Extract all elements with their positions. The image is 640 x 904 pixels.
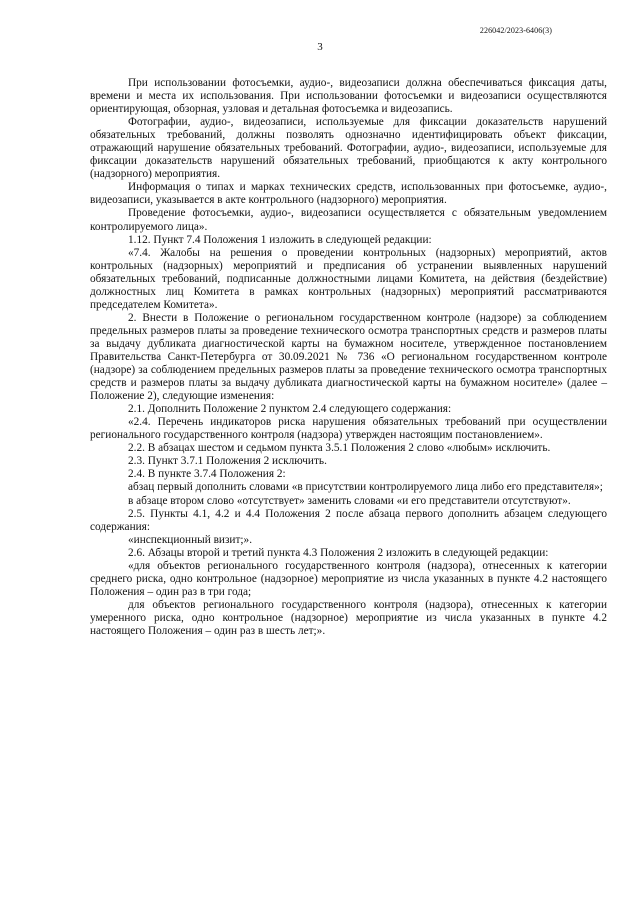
paragraph: «2.4. Перечень индикаторов риска нарушения обязательных требований при осуществлении регионального государственного контроля (надзора) утвержден настоящим постановлением». [90, 416, 607, 442]
paragraph: При использовании фотосъемки, аудио-, видеозаписи должна обеспечиваться фиксация даты, времени и места их использования. При использовании фотосъемки и видеозаписи осуществляются ориентирующая, обзорная, узловая и детальная фотосъемка и видеозапись. [90, 77, 607, 116]
page-number: 3 [317, 41, 323, 53]
paragraph: 2.6. Абзацы второй и третий пункта 4.3 Положения 2 изложить в следующей редакции: [128, 546, 549, 559]
paragraph: 1.12. Пункт 7.4 Положения 1 изложить в следующей редакции: [128, 233, 432, 246]
paragraph: «инспекционный визит;». [128, 533, 253, 546]
paragraph: Фотографии, аудио-, видеозаписи, используемые для фиксации доказательств нарушений обязательных требований, должны позволять однозначно идентифицировать объект фиксации, отражающий нарушение обязательных требований. Фотографии, аудио-, видеозаписи, используемые для фиксации доказательств нарушений обязательных требований, приобщаются к акту контрольного (надзорного) мероприятия. [90, 116, 607, 181]
paragraph: 2. Внести в Положение о региональном государственном контроле (надзоре) за соблюдением предельных размеров платы за проведение технического осмотра транспортных средств и размеров платы за выдачу дубликата диагностической карты на бумажном носителе, утвержденное постановлением Правительства Санкт-Петербурга от 30.09.2021 № 736 «О региональном государственном контроле (надзоре) за соблюдением предельных размеров платы за проведение технического осмотра транспортных средств и размеров платы за выдачу дубликата диагностической карты на бумажном носителе» (далее – Положение 2), следующие изменения: [90, 311, 607, 403]
paragraph: 2.5. Пункты 4.1, 4.2 и 4.4 Положения 2 после абзаца первого дополнить абзацем следующего содержания: [90, 507, 607, 533]
document-body [90, 77, 607, 638]
paragraph: 2.2. В абзацах шестом и седьмом пункта 3.5.1 Положения 2 слово «любым» исключить. [128, 442, 551, 455]
paragraph: «7.4. Жалобы на решения о проведении контрольных (надзорных) мероприятий, актов контрольных (надзорных) мероприятий и предписания об устранении выявленных нарушений обязательных требований, подписанные должностными лицами Комитета, на действия (бездействие) должностных лиц Комитета в рамках контрольных (надзорных) мероприятий рассматриваются председателем Комитета». [90, 246, 607, 311]
paragraph: 2.3. Пункт 3.7.1 Положения 2 исключить. [128, 455, 327, 468]
paragraph: для объектов регионального государственного контроля (надзора), отнесенных к категории умеренного риска, одно контрольное (надзорное) мероприятие из числа указанных в пункте 4.2 настоящего Положения – один раз в шесть лет;». [90, 598, 607, 637]
paragraph: 2.4. В пункте 3.7.4 Положения 2: [128, 468, 286, 481]
paragraph: Информация о типах и марках технических средств, использованных при фотосъемке, аудио-, видеозаписи, указывается в акте контрольного (надзорного) мероприятия. [90, 181, 607, 207]
paragraph: «для объектов регионального государственного контроля (надзора), отнесенных к категории среднего риска, одно контрольное (надзорное) мероприятие из числа указанных в пункте 4.2 настоящего Положения – один раз в три года; [90, 559, 607, 598]
paragraph: Проведение фотосъемки, аудио-, видеозаписи осуществляется с обязательным уведомлением контролируемого лица». [90, 207, 607, 233]
paragraph: в абзаце втором слово «отсутствует» заменить словами «и его представители отсутствуют». [128, 494, 571, 507]
document-id: 226042/2023-6406(3) [479, 26, 552, 35]
paragraph: абзац первый дополнить словами «в присутствии контролируемого лица либо его представителя»; [128, 481, 603, 494]
paragraph: 2.1. Дополнить Положение 2 пунктом 2.4 следующего содержания: [128, 403, 452, 416]
